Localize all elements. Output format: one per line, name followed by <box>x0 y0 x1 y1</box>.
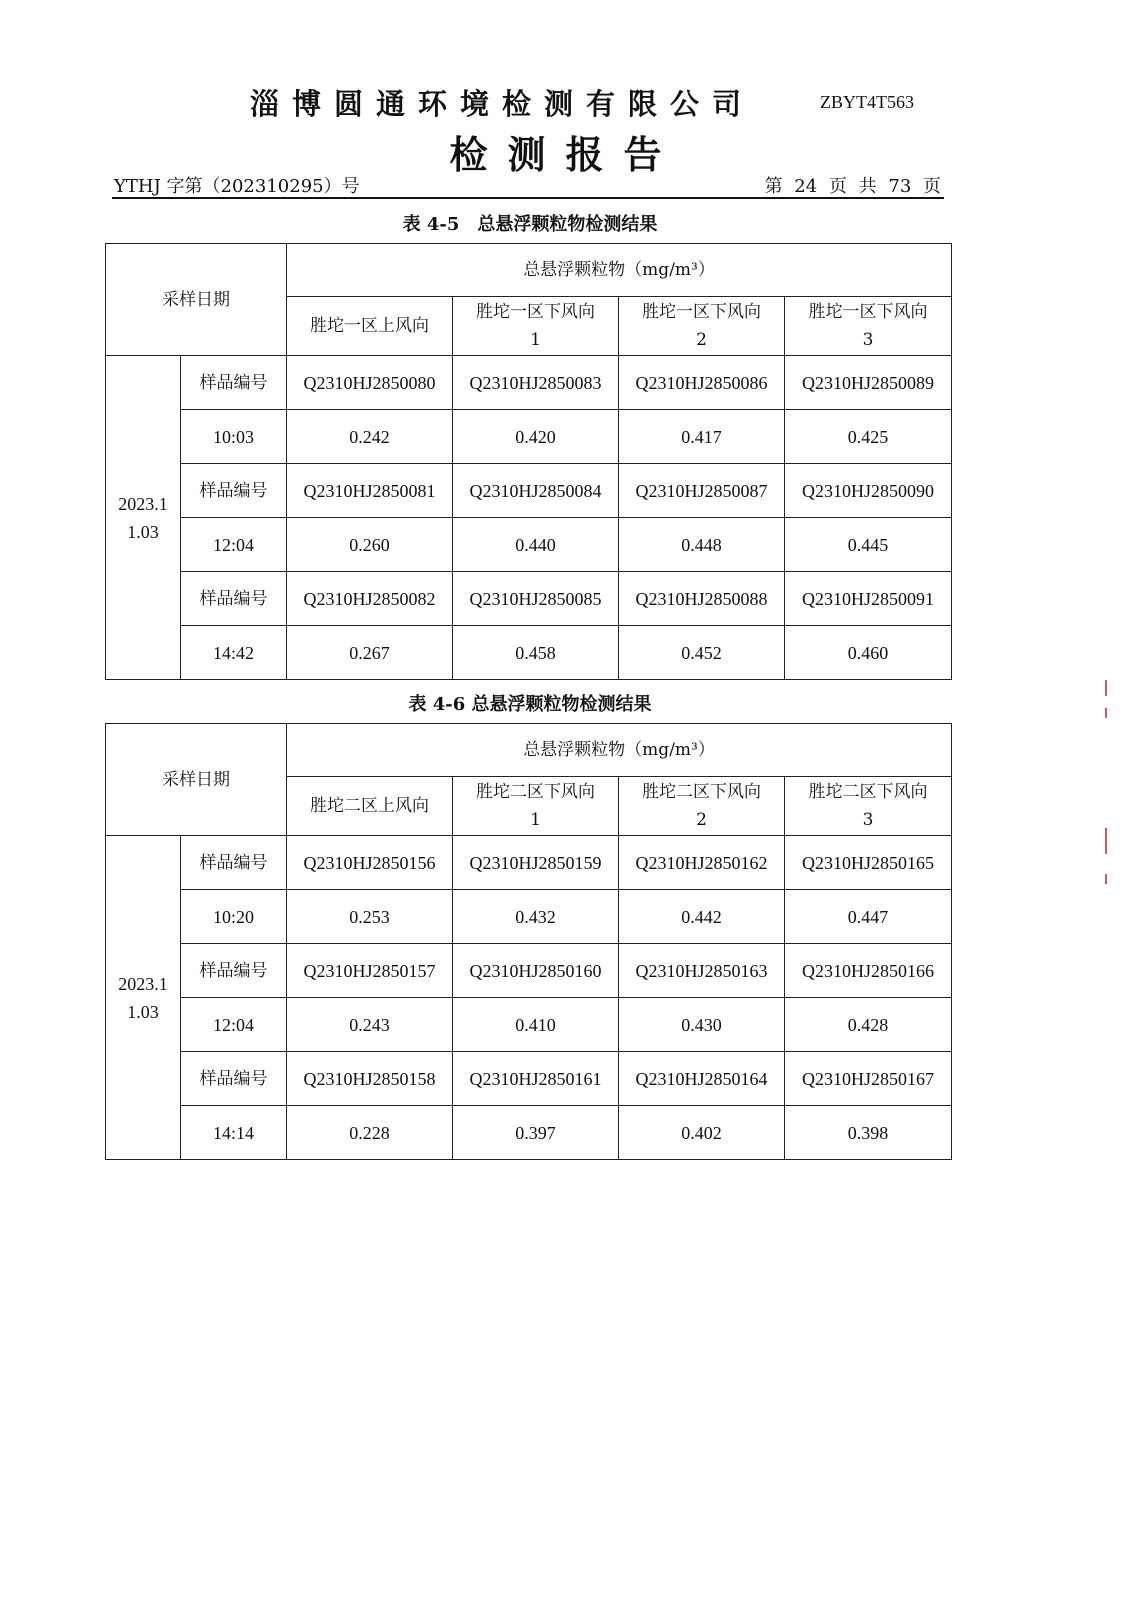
edge-mark <box>1105 708 1107 718</box>
header-divider <box>112 197 944 199</box>
edge-mark <box>1105 680 1107 696</box>
concentration-cell: 0.253 <box>287 890 453 944</box>
concentration-cell: 0.445 <box>785 518 952 572</box>
sample-id-cell: Q2310HJ2850167 <box>785 1052 952 1106</box>
location-header: 胜坨一区下风向 3 <box>785 297 952 356</box>
table-row <box>106 356 952 410</box>
concentration-cell: 0.228 <box>287 1106 453 1160</box>
location-header: 胜坨一区下风向 2 <box>619 297 785 356</box>
concentration-cell: 0.267 <box>287 626 453 680</box>
sampling-date-cell: 2023.1 1.03 <box>106 836 181 1160</box>
edge-mark <box>1105 874 1107 884</box>
concentration-cell: 0.425 <box>785 410 952 464</box>
sample-id-label: 样品编号 <box>181 1052 287 1106</box>
table-row <box>106 836 952 890</box>
sample-id-cell: Q2310HJ2850161 <box>453 1052 619 1106</box>
company-name: 淄博圆通环境检测有限公司 <box>250 87 755 121</box>
concentration-cell: 0.460 <box>785 626 952 680</box>
concentration-cell: 0.397 <box>453 1106 619 1160</box>
concentration-cell: 0.448 <box>619 518 785 572</box>
sample-id-label: 样品编号 <box>181 944 287 998</box>
concentration-cell: 0.447 <box>785 890 952 944</box>
concentration-cell: 0.428 <box>785 998 952 1052</box>
sample-id-cell: Q2310HJ2850091 <box>785 572 952 626</box>
sample-id-cell: Q2310HJ2850088 <box>619 572 785 626</box>
concentration-cell: 0.452 <box>619 626 785 680</box>
sampling-date-cell: 2023.1 1.03 <box>106 356 181 680</box>
sampling-time: 12:04 <box>181 518 287 572</box>
sample-id-cell: Q2310HJ2850080 <box>287 356 453 410</box>
sample-id-cell: Q2310HJ2850085 <box>453 572 619 626</box>
sample-id-cell: Q2310HJ2850158 <box>287 1052 453 1106</box>
table-row <box>106 464 952 518</box>
sample-id-cell: Q2310HJ2850164 <box>619 1052 785 1106</box>
sample-id-cell: Q2310HJ2850086 <box>619 356 785 410</box>
sampling-time: 14:14 <box>181 1106 287 1160</box>
sample-id-cell: Q2310HJ2850083 <box>453 356 619 410</box>
sampling-date-header: 采样日期 <box>106 724 287 836</box>
pollutant-header: 总悬浮颗粒物（mg/m³） <box>287 724 952 777</box>
table-row <box>106 1052 952 1106</box>
concentration-cell: 0.430 <box>619 998 785 1052</box>
concentration-cell: 0.420 <box>453 410 619 464</box>
sample-id-cell: Q2310HJ2850081 <box>287 464 453 518</box>
sample-id-label: 样品编号 <box>181 836 287 890</box>
concentration-cell: 0.402 <box>619 1106 785 1160</box>
table-row <box>106 890 952 944</box>
table-caption: 表 4-5 总悬浮颗粒物检测结果 <box>402 214 658 235</box>
sample-id-cell: Q2310HJ2850162 <box>619 836 785 890</box>
sample-id-cell: Q2310HJ2850165 <box>785 836 952 890</box>
results-table <box>105 243 952 680</box>
sample-id-cell: Q2310HJ2850084 <box>453 464 619 518</box>
concentration-cell: 0.440 <box>453 518 619 572</box>
concentration-cell: 0.260 <box>287 518 453 572</box>
concentration-cell: 0.242 <box>287 410 453 464</box>
location-header: 胜坨一区下风向 1 <box>453 297 619 356</box>
concentration-cell: 0.398 <box>785 1106 952 1160</box>
results-table <box>105 723 952 1160</box>
sample-id-cell: Q2310HJ2850159 <box>453 836 619 890</box>
location-header: 胜坨一区上风向 <box>287 297 453 356</box>
concentration-cell: 0.442 <box>619 890 785 944</box>
table-row <box>106 410 952 464</box>
location-header: 胜坨二区下风向 3 <box>785 777 952 836</box>
concentration-cell: 0.243 <box>287 998 453 1052</box>
sample-id-label: 样品编号 <box>181 356 287 410</box>
sample-id-cell: Q2310HJ2850090 <box>785 464 952 518</box>
concentration-cell: 0.458 <box>453 626 619 680</box>
sampling-time: 12:04 <box>181 998 287 1052</box>
table-row <box>106 998 952 1052</box>
location-header: 胜坨二区上风向 <box>287 777 453 836</box>
table-row <box>106 944 952 998</box>
report-title: 检测报告 <box>449 132 682 177</box>
sample-id-cell: Q2310HJ2850089 <box>785 356 952 410</box>
pollutant-header: 总悬浮颗粒物（mg/m³） <box>287 244 952 297</box>
edge-mark <box>1105 828 1107 854</box>
sample-id-cell: Q2310HJ2850160 <box>453 944 619 998</box>
sampling-time: 14:42 <box>181 626 287 680</box>
sampling-time: 10:20 <box>181 890 287 944</box>
concentration-cell: 0.417 <box>619 410 785 464</box>
sample-id-cell: Q2310HJ2850166 <box>785 944 952 998</box>
location-header: 胜坨二区下风向 2 <box>619 777 785 836</box>
sample-id-cell: Q2310HJ2850163 <box>619 944 785 998</box>
sampling-time: 10:03 <box>181 410 287 464</box>
location-header: 胜坨二区下风向 1 <box>453 777 619 836</box>
table-row <box>106 626 952 680</box>
table-row <box>106 572 952 626</box>
sample-id-cell: Q2310HJ2850156 <box>287 836 453 890</box>
table-caption: 表 4-6 总悬浮颗粒物检测结果 <box>408 694 652 715</box>
sample-id-cell: Q2310HJ2850082 <box>287 572 453 626</box>
table-row <box>106 518 952 572</box>
document-code: ZBYT4T563 <box>820 92 914 112</box>
sample-id-cell: Q2310HJ2850157 <box>287 944 453 998</box>
sample-id-label: 样品编号 <box>181 572 287 626</box>
concentration-cell: 0.410 <box>453 998 619 1052</box>
page-number: 第 24 页 共 73 页 <box>764 176 941 197</box>
concentration-cell: 0.432 <box>453 890 619 944</box>
table-row <box>106 1106 952 1160</box>
report-number: YTHJ 字第（202310295）号 <box>114 176 360 197</box>
sample-id-cell: Q2310HJ2850087 <box>619 464 785 518</box>
sampling-date-header: 采样日期 <box>106 244 287 356</box>
sample-id-label: 样品编号 <box>181 464 287 518</box>
